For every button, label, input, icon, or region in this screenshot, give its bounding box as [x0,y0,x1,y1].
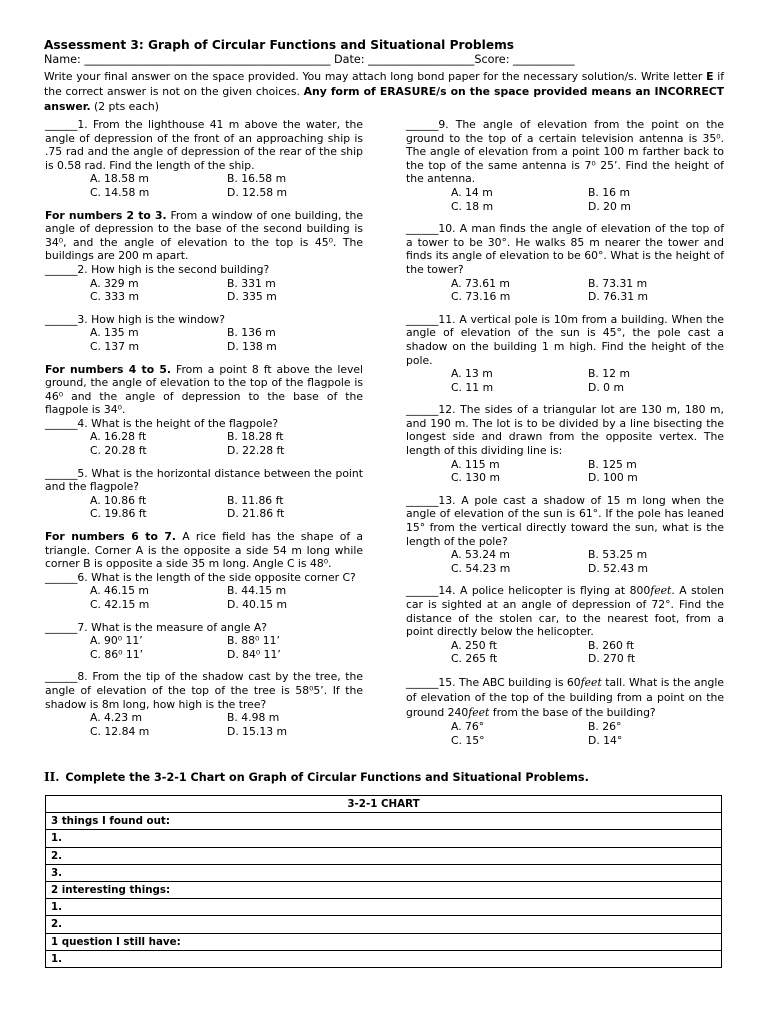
question-11: ______11. A vertical pole is 10m from a building. When the angle of elevation of the sun is 45°, the pole cast a shadow on the building 1 m high. Find the height of the pole. [406,312,724,367]
chart-answer-row[interactable]: 3. [46,864,722,881]
choice: A. 10.86 ft [90,493,147,507]
question-8: ______8. From the tip of the shadow cast by the tree, the angle of elevation of the top of the tree is 58⁰5’. If the shadow is 8m long, how high is the tree? [45,670,363,711]
choice: C. 11 m [451,380,494,394]
choice: D. 40.15 m [227,598,288,611]
choice: C. 333 m [90,290,139,304]
name-date-score-line: Name: ____________________________________________ Date: ___________________Score: ___________ [44,53,575,66]
choice: C. 42.15 m [90,598,150,611]
choice: B. 16 m [588,185,630,199]
question-3: ______3. How high is the window? [45,312,225,326]
choice: D. 0 m [588,380,624,394]
choices-15 [451,720,724,747]
question-1: ______1. From the lighthouse 41 m above the water, the angle of depression of the front of an approaching ship is .75 rad and the angle of depression of the rear of the ship is 0.58 rad. Find the length of the ship. [45,118,363,172]
question-5: ______5. What is the horizontal distance between the point and the flagpole? [45,466,363,494]
choice: D. 335 m [227,290,277,304]
choice: B. 4.98 m [227,711,280,725]
choices-9 [451,186,724,213]
choice: A. 13 m [451,367,493,381]
choice: A. 4.23 m [90,711,143,725]
choice: C. 18 m [451,199,494,213]
choice: B. 260 ft [588,638,635,652]
choice: A. 115 m [451,457,500,471]
choice: B. 26° [588,719,622,733]
choices-8 [90,711,363,738]
choice: C. 12.84 m [90,724,150,738]
choices-14 [451,639,724,666]
choice: B. 18.28 ft [227,430,284,444]
left-column [45,118,363,738]
choice: B. 73.31 m [588,276,648,290]
chart-section-label: 3 things I found out: [46,813,722,830]
choice: C. 265 ft [451,652,498,666]
problem-set-6-7: For numbers 6 to 7. A rice field has the shape of a triangle. Corner A is the opposite a side 54 m long while corner B is opposite a side 35 m long. Angle C is 48⁰. [45,530,363,571]
choices-1 [90,172,363,199]
choice: D. 52.43 m [588,561,649,575]
choice: C. 19.86 ft [90,507,147,521]
choice: B. 11.86 ft [227,493,284,507]
choice: D. 270 ft [588,652,636,666]
three-two-one-chart [45,795,722,968]
choice: B. 44.15 m [227,584,287,598]
choice: B. 16.58 m [227,172,287,186]
choice: B. 125 m [588,457,637,471]
choice: B. 53.25 m [588,548,648,562]
choice: D. 15.13 m [227,724,288,738]
choices-5 [90,494,363,521]
choice: B. 136 m [227,326,276,340]
choices-4 [90,430,363,457]
choice: B. 88⁰ 11’ [227,634,280,648]
chart-answer-row[interactable]: 1. [46,950,722,967]
choice: A. 76° [451,719,485,733]
question-14: ______14. A police helicopter is flying at 800feet. A stolen car is sighted at an angle of depression of 72°. Find the distance of the stolen car, to the nearest foot, from a point directly below the helicopter. [406,584,724,639]
chart-answer-row[interactable]: 2. [46,916,722,933]
choice: A. 73.61 m [451,276,510,290]
problem-set-2-3: For numbers 2 to 3. From a window of one building, the angle of depression to the base of the second building is 34⁰, and the angle of elevation to the top is 45⁰. The buildings are 200 m apart. [45,208,363,263]
choices-2 [90,277,363,304]
choice: D. 76.31 m [588,290,649,304]
choice: A. 250 ft [451,638,497,652]
choice: D. 14° [588,733,623,747]
choice: D. 138 m [227,339,277,353]
question-10: ______10. A man finds the angle of elevation of the top of a tower to be 30°. He walks 85 m nearer the tower and finds its angle of elevation to be 60°. What is the height of the tower? [406,222,724,276]
instructions: Write your final answer on the space provided. You may attach long bond paper for the necessary solution/s. Write letter E if the correct answer is not on the given choices. Any form of ERASURE/s on the space provided means an INCORRECT answer. (2 pts each) [44,70,725,113]
question-9: ______9. The angle of elevation from the point on the ground to the top of a certain television antenna is 35⁰. The angle of elevation from a point 100 m farther back to the top of the same antenna is 7⁰ 25’. Find the height of the antenna. [406,118,724,186]
choice: C. 54.23 m [451,561,511,575]
choice: D. 20 m [588,199,631,213]
choice: C. 14.58 m [90,185,150,199]
question-15: ______15. The ABC building is 60feet tall. What is the angle of elevation of the top of the building from a point on the ground 240feet from the base of the building? [406,675,724,719]
choice: C. 15° [451,733,485,747]
question-4: ______4. What is the height of the flagpole? [45,416,279,430]
choice: B. 331 m [227,276,276,290]
choice: B. 12 m [588,367,630,381]
choices-13 [451,548,724,575]
chart-answer-row[interactable]: 2. [46,847,722,864]
choice: A. 16.28 ft [90,430,147,444]
choice: A. 14 m [451,185,493,199]
choice: C. 137 m [90,339,139,353]
choice: A. 18.58 m [90,172,149,186]
chart-answer-row[interactable]: 1. [46,830,722,847]
page-title: Assessment 3: Graph of Circular Functions and Situational Problems [44,38,515,52]
choice: A. 135 m [90,326,139,340]
choice: D. 100 m [588,471,638,485]
right-column [406,118,724,747]
chart-section-label: 1 question I still have: [46,933,722,950]
question-12: ______12. The sides of a triangular lot are 130 m, 180 m, and 190 m. The lot is to be divided by a line bisecting the longest side and drawn from the opposite vertex. The length of this dividing line is: [406,403,724,458]
choice: A. 90⁰ 11’ [90,634,143,648]
choices-11 [451,367,724,394]
choices-6 [90,584,363,611]
question-7: ______7. What is the measure of angle A? [45,620,267,634]
choice: C. 20.28 ft [90,444,147,458]
choice: A. 329 m [90,276,139,290]
choices-7 [90,634,363,661]
chart-header: 3-2-1 CHART [46,796,722,813]
choice: A. 53.24 m [451,548,510,562]
choice: A. 46.15 m [90,584,149,598]
question-13: ______13. A pole cast a shadow of 15 m long when the angle of elevation of the sun is 61°. If the pole has leaned 15° from the vertical directly toward the sun, what is the length of the pole? [406,493,724,548]
choices-10 [451,277,724,304]
chart-section-label: 2 interesting things: [46,881,722,898]
choice: D. 21.86 ft [227,507,285,521]
question-2: ______2. How high is the second building? [45,262,270,276]
question-6: ______6. What is the length of the side opposite corner C? [45,570,356,584]
choice: C. 73.16 m [451,290,511,304]
section-2-heading: II. Complete the 3-2-1 Chart on Graph of Circular Functions and Situational Problems. [44,770,589,784]
chart-answer-row[interactable]: 1. [46,899,722,916]
choice: D. 84⁰ 11’ [227,647,281,661]
choices-12 [451,458,724,485]
problem-set-4-5: For numbers 4 to 5. From a point 8 ft above the level ground, the angle of elevation to the top of the flagpole is 46⁰ and the angle of depression to the base of the flagpole is 34⁰. [45,362,363,417]
choice: D. 22.28 ft [227,444,285,458]
choice: D. 12.58 m [227,185,288,199]
choices-3 [90,326,363,353]
choice: C. 130 m [451,471,500,485]
choice: C. 86⁰ 11’ [90,647,144,661]
